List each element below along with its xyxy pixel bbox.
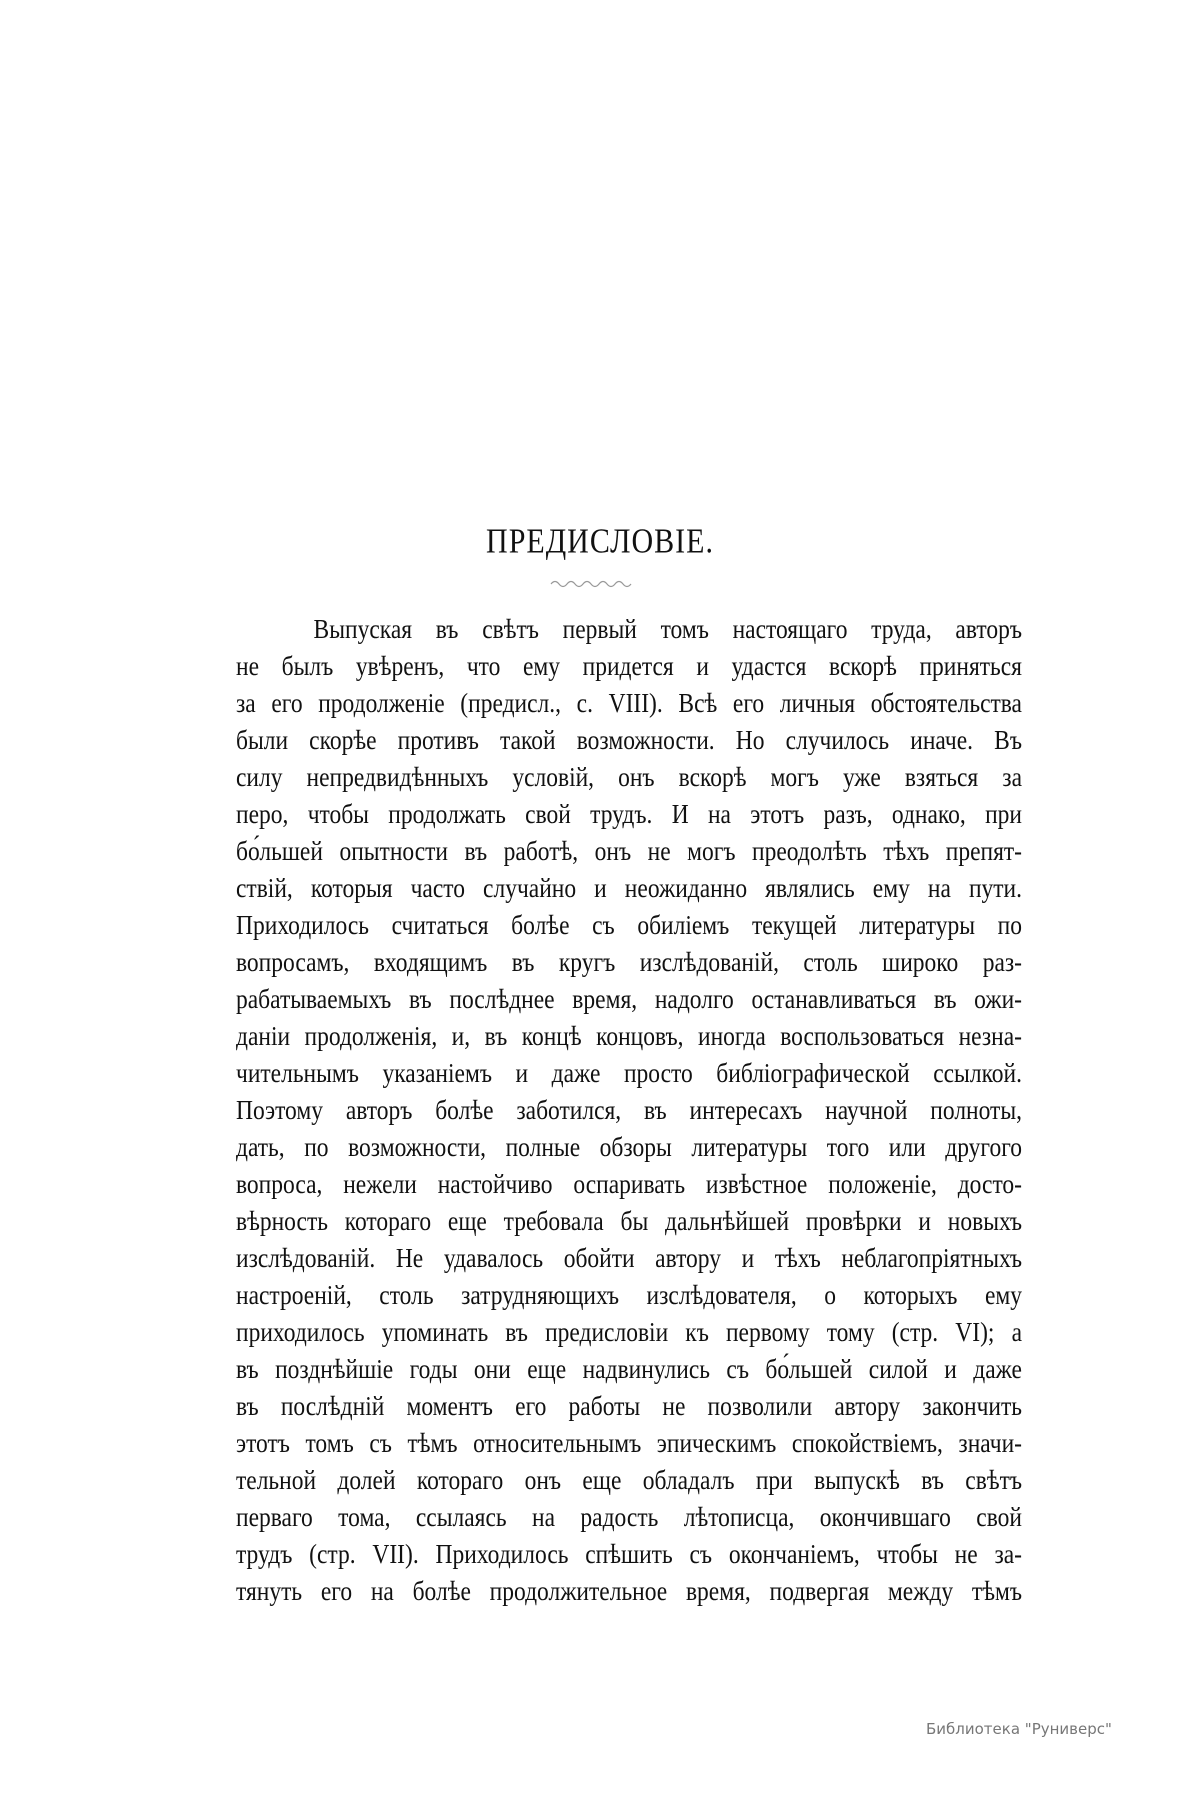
text-line: вопросамъ, входящимъ въ кругъ изслѣдованій, столь широко раз- — [236, 947, 1022, 979]
text-line: трудъ (стр. VII). Приходилось спѣшить съ окончаніемъ, чтобы не за- — [236, 1539, 1022, 1571]
text-line: Поэтому авторъ болѣе заботился, въ интересахъ научной полноты, — [236, 1095, 1022, 1127]
text-line: изслѣдованій. Не удавалось обойти автору и тѣхъ неблагопріятныхъ — [236, 1243, 1022, 1275]
text-line: Приходилось считаться болѣе съ обиліемъ текущей литературы по — [236, 910, 1022, 942]
text-line: даніи продолженія, и, въ концѣ концовъ, иногда воспользоваться незна- — [236, 1021, 1022, 1053]
text-line: приходилось упоминать въ предисловіи къ первому тому (стр. VI); а — [236, 1317, 1022, 1349]
text-line: вопроса, нежели настойчиво оспаривать извѣстное положеніе, досто- — [236, 1169, 1022, 1201]
wavy-rule-ornament-icon — [549, 578, 639, 590]
text-line: настроеній, столь затрудняющихъ изслѣдователя, о которыхъ ему — [236, 1280, 1022, 1312]
text-line: чительнымъ указаніемъ и даже просто библіографической ссылкой. — [236, 1058, 1022, 1090]
page-title: ПРЕДИСЛОВІЕ. — [486, 522, 714, 561]
text-line: дать, по возможности, полные обзоры литературы того или другого — [236, 1132, 1022, 1164]
text-line: въ позднѣйшіе годы они еще надвинулись съ бо́льшей силой и даже — [236, 1354, 1022, 1386]
text-line: ствій, которыя часто случайно и неожиданно являлись ему на пути. — [236, 873, 1022, 905]
text-line: тельной долей котораго онъ еще обладалъ при выпускѣ въ свѣтъ — [236, 1465, 1022, 1497]
text-line: этотъ томъ съ тѣмъ относительнымъ эпическимъ спокойствіемъ, значи- — [236, 1428, 1022, 1460]
body-text — [236, 612, 1022, 1611]
text-line: рабатываемыхъ въ послѣднее время, надолго останавливаться въ ожи- — [236, 984, 1022, 1016]
text-line: вѣрность котораго еще требовала бы дальнѣйшей провѣрки и новыхъ — [236, 1206, 1022, 1238]
text-line: Выпуская въ свѣтъ первый томъ настоящаго труда, авторъ — [313, 614, 1022, 646]
text-line: въ послѣдній моментъ его работы не позволили автору закончить — [236, 1391, 1022, 1423]
text-line: были скорѣе противъ такой возможности. Но случилось иначе. Въ — [236, 725, 1022, 757]
text-line: тянуть его на болѣе продолжительное время, подвергая между тѣмъ — [236, 1576, 1022, 1608]
text-line: силу непредвидѣнныхъ условій, онъ вскорѣ могъ уже взяться за — [236, 762, 1022, 794]
text-line: за его продолженіе (предисл., с. VIII). Всѣ его личныя обстоятельства — [236, 688, 1022, 720]
library-watermark: Библиотека "Руниверс" — [926, 1720, 1112, 1738]
text-line: перо, чтобы продолжать свой трудъ. И на этотъ разъ, однако, при — [236, 799, 1022, 831]
text-line: не былъ увѣренъ, что ему придется и удастся вскорѣ приняться — [236, 651, 1022, 683]
text-line: перваго тома, ссылаясь на радость лѣтописца, окончившаго свой — [236, 1502, 1022, 1534]
text-line: бо́льшей опытности въ работѣ, онъ не могъ преодолѣть тѣхъ препят- — [236, 836, 1022, 868]
